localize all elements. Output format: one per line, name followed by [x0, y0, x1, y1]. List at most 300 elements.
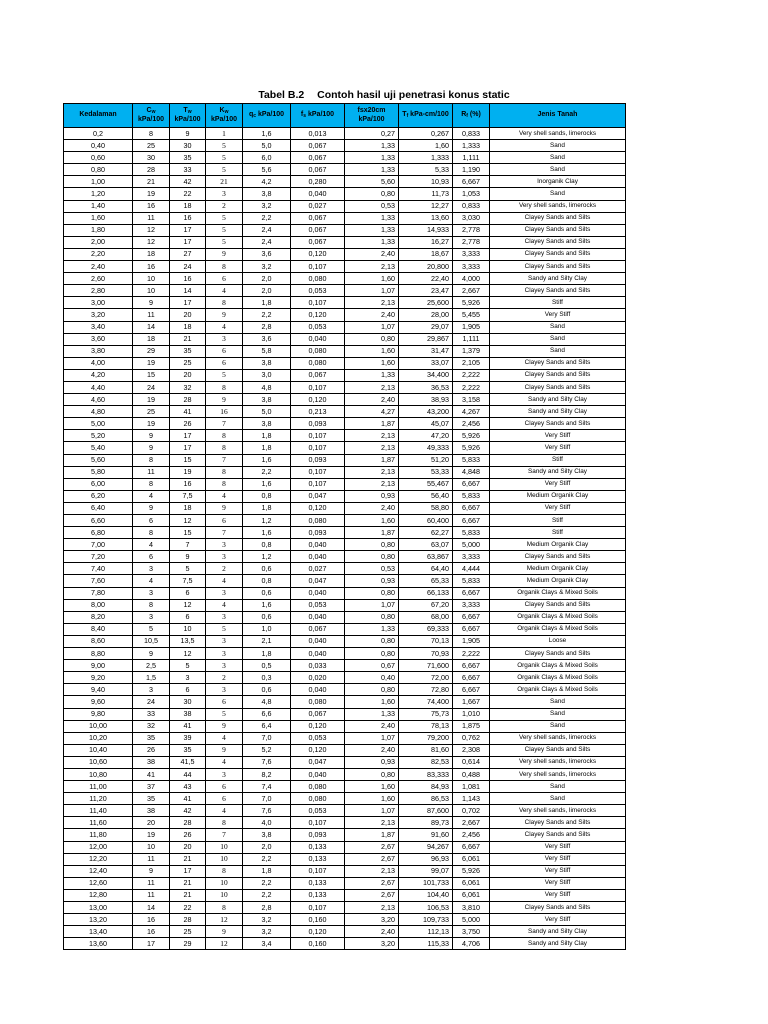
cell-jenis-tanah: Stiff [490, 527, 626, 539]
cell-kedalaman: 1,20 [64, 188, 133, 200]
table-row [64, 152, 626, 164]
cell-cw: 16 [133, 926, 170, 938]
cell-jenis-tanah: Stiff [490, 297, 626, 309]
cell-fs: 0,107 [291, 478, 345, 490]
cell-fsx20cm: 2,40 [345, 502, 399, 514]
cell-kw: 8 [206, 466, 243, 478]
cell-kw: 9 [206, 394, 243, 406]
cell-fs: 0,047 [291, 490, 345, 502]
cell-kedalaman: 12,60 [64, 877, 133, 889]
cell-kw: 8 [206, 902, 243, 914]
cell-kedalaman: 8,00 [64, 599, 133, 611]
cell-jenis-tanah: Stiff [490, 515, 626, 527]
cell-kw: 5 [206, 152, 243, 164]
cell-tw: 25 [170, 357, 206, 369]
cell-rf: 6,667 [453, 478, 490, 490]
cell-qc: 6,4 [243, 720, 291, 732]
cell-rf: 0,488 [453, 768, 490, 780]
cell-rf: 6,667 [453, 587, 490, 599]
cell-fs: 0,047 [291, 756, 345, 768]
cell-jenis-tanah: Sand [490, 345, 626, 357]
table-row [64, 394, 626, 406]
cell-jenis-tanah: Sandy and Silty Clay [490, 938, 626, 950]
cell-fs: 0,067 [291, 212, 345, 224]
cell-fsx20cm: 2,13 [345, 466, 399, 478]
cell-tf: 55,467 [399, 478, 453, 490]
cell-fsx20cm: 1,07 [345, 321, 399, 333]
cell-jenis-tanah: Sandy and Silty Clay [490, 406, 626, 418]
cell-qc: 2,2 [243, 853, 291, 865]
cell-qc: 7,0 [243, 793, 291, 805]
cell-qc: 1,0 [243, 623, 291, 635]
cell-fs: 0,080 [291, 273, 345, 285]
cell-kw: 3 [206, 660, 243, 672]
cell-qc: 4,8 [243, 696, 291, 708]
cell-fs: 0,093 [291, 454, 345, 466]
cell-cw: 38 [133, 756, 170, 768]
cell-tf: 23,47 [399, 285, 453, 297]
cell-qc: 1,8 [243, 648, 291, 660]
cell-kw: 8 [206, 865, 243, 877]
cell-jenis-tanah: Organik Clays & Mixed Soils [490, 672, 626, 684]
cell-jenis-tanah: Sand [490, 720, 626, 732]
table-row [64, 539, 626, 551]
cell-kw: 16 [206, 406, 243, 418]
cell-jenis-tanah: Clayey Sands and Silts [490, 551, 626, 563]
cell-fsx20cm: 2,13 [345, 902, 399, 914]
cell-kw: 8 [206, 817, 243, 829]
cell-fsx20cm: 0,40 [345, 672, 399, 684]
cell-fs: 0,093 [291, 527, 345, 539]
cell-rf: 2,222 [453, 369, 490, 381]
cell-tf: 20,800 [399, 261, 453, 273]
column-header-fsx20cm: fsx20cm kPa/100 [345, 104, 399, 128]
cell-tw: 18 [170, 200, 206, 212]
cell-cw: 33 [133, 708, 170, 720]
cell-tf: 58,80 [399, 502, 453, 514]
cell-fsx20cm: 1,87 [345, 454, 399, 466]
cell-jenis-tanah: Organik Clays & Mixed Soils [490, 611, 626, 623]
cell-tw: 35 [170, 345, 206, 357]
cell-tf: 38,93 [399, 394, 453, 406]
cell-tw: 27 [170, 248, 206, 260]
cell-fs: 0,040 [291, 611, 345, 623]
cell-fsx20cm: 1,60 [345, 781, 399, 793]
cell-kedalaman: 4,00 [64, 357, 133, 369]
cell-kedalaman: 12,80 [64, 889, 133, 901]
cell-cw: 18 [133, 248, 170, 260]
cell-kedalaman: 2,60 [64, 273, 133, 285]
cell-qc: 3,4 [243, 938, 291, 950]
cell-jenis-tanah: Clayey Sands and Silts [490, 744, 626, 756]
cell-kedalaman: 10,40 [64, 744, 133, 756]
cell-kedalaman: 5,20 [64, 430, 133, 442]
cell-kw: 9 [206, 720, 243, 732]
cell-fs: 0,120 [291, 394, 345, 406]
cell-kw: 8 [206, 297, 243, 309]
cell-kw: 10 [206, 877, 243, 889]
cell-tw: 28 [170, 817, 206, 829]
cell-tw: 21 [170, 877, 206, 889]
cell-fsx20cm: 1,33 [345, 164, 399, 176]
cell-fsx20cm: 1,60 [345, 273, 399, 285]
cell-jenis-tanah: Sand [490, 164, 626, 176]
cell-jenis-tanah: Sand [490, 708, 626, 720]
cell-cw: 10 [133, 841, 170, 853]
table-row [64, 793, 626, 805]
cell-cw: 8 [133, 454, 170, 466]
cell-kw: 3 [206, 333, 243, 345]
cell-rf: 5,926 [453, 442, 490, 454]
cell-fs: 0,080 [291, 781, 345, 793]
cell-cw: 4 [133, 575, 170, 587]
cone-penetration-table [63, 103, 626, 950]
cell-tw: 7,5 [170, 575, 206, 587]
cell-kedalaman: 12,20 [64, 853, 133, 865]
cell-rf: 6,667 [453, 502, 490, 514]
cell-cw: 5 [133, 623, 170, 635]
column-header-kedalaman: Kedalaman [64, 104, 133, 128]
cell-tw: 17 [170, 224, 206, 236]
cell-kedalaman: 8,80 [64, 648, 133, 660]
cell-tw: 22 [170, 188, 206, 200]
cell-kw: 3 [206, 539, 243, 551]
cell-fsx20cm: 2,40 [345, 926, 399, 938]
cell-kedalaman: 10,20 [64, 732, 133, 744]
table-row [64, 418, 626, 430]
cell-jenis-tanah: Very Stiff [490, 309, 626, 321]
cell-qc: 1,6 [243, 478, 291, 490]
cell-kw: 3 [206, 684, 243, 696]
cell-tf: 101,733 [399, 877, 453, 889]
cell-fs: 0,133 [291, 877, 345, 889]
cell-kw: 6 [206, 345, 243, 357]
cell-jenis-tanah: Sand [490, 140, 626, 152]
cell-fs: 0,067 [291, 140, 345, 152]
cell-jenis-tanah: Clayey Sands and Silts [490, 599, 626, 611]
cell-tf: 82,53 [399, 756, 453, 768]
cell-jenis-tanah: Sandy and Silty Clay [490, 273, 626, 285]
cell-fsx20cm: 1,33 [345, 152, 399, 164]
cell-tw: 26 [170, 418, 206, 430]
cell-kedalaman: 9,00 [64, 660, 133, 672]
cell-cw: 10 [133, 285, 170, 297]
cell-kw: 8 [206, 478, 243, 490]
cell-tf: 31,47 [399, 345, 453, 357]
cell-qc: 0,8 [243, 539, 291, 551]
cell-tw: 12 [170, 648, 206, 660]
cell-rf: 6,667 [453, 611, 490, 623]
cell-fsx20cm: 0,53 [345, 200, 399, 212]
cell-cw: 19 [133, 357, 170, 369]
cell-kw: 8 [206, 381, 243, 393]
cell-tf: 47,20 [399, 430, 453, 442]
cell-fsx20cm: 0,80 [345, 611, 399, 623]
cell-kedalaman: 6,00 [64, 478, 133, 490]
cell-kedalaman: 9,40 [64, 684, 133, 696]
table-row [64, 309, 626, 321]
cell-cw: 35 [133, 732, 170, 744]
table-row [64, 768, 626, 780]
cell-cw: 4 [133, 539, 170, 551]
cell-fs: 0,040 [291, 684, 345, 696]
cell-kw: 6 [206, 696, 243, 708]
cell-rf: 1,143 [453, 793, 490, 805]
cell-cw: 18 [133, 333, 170, 345]
cell-jenis-tanah: Very Stiff [490, 430, 626, 442]
cell-tw: 14 [170, 285, 206, 297]
cell-tw: 9 [170, 128, 206, 140]
table-row [64, 273, 626, 285]
cell-jenis-tanah: Sand [490, 188, 626, 200]
cell-tf: 29,07 [399, 321, 453, 333]
cell-qc: 0,5 [243, 660, 291, 672]
cell-kedalaman: 9,20 [64, 672, 133, 684]
cell-tw: 15 [170, 527, 206, 539]
cell-fsx20cm: 2,67 [345, 841, 399, 853]
cell-kw: 8 [206, 430, 243, 442]
cell-rf: 3,333 [453, 248, 490, 260]
cell-qc: 1,8 [243, 502, 291, 514]
table-row [64, 212, 626, 224]
cell-rf: 6,667 [453, 660, 490, 672]
cell-rf: 5,000 [453, 914, 490, 926]
cell-qc: 2,1 [243, 635, 291, 647]
cell-fsx20cm: 1,33 [345, 623, 399, 635]
cell-cw: 24 [133, 381, 170, 393]
table-row [64, 672, 626, 684]
cell-jenis-tanah: Very Stiff [490, 478, 626, 490]
cell-rf: 3,750 [453, 926, 490, 938]
cell-tw: 17 [170, 236, 206, 248]
cell-qc: 2,0 [243, 273, 291, 285]
cell-rf: 0,833 [453, 200, 490, 212]
cell-cw: 12 [133, 236, 170, 248]
cell-tw: 5 [170, 660, 206, 672]
table-title-label: Tabel B.2 [258, 89, 305, 101]
cell-rf: 5,455 [453, 309, 490, 321]
cell-fs: 0,080 [291, 515, 345, 527]
cell-tf: 86,53 [399, 793, 453, 805]
cell-cw: 9 [133, 648, 170, 660]
cell-fs: 0,053 [291, 599, 345, 611]
cell-kw: 5 [206, 369, 243, 381]
table-row [64, 744, 626, 756]
cell-tw: 41 [170, 720, 206, 732]
table-row [64, 515, 626, 527]
cell-fs: 0,107 [291, 442, 345, 454]
cell-qc: 5,0 [243, 406, 291, 418]
cell-tw: 9 [170, 551, 206, 563]
table-row [64, 502, 626, 514]
cell-rf: 1,333 [453, 140, 490, 152]
cell-fs: 0,020 [291, 672, 345, 684]
cell-kedalaman: 5,60 [64, 454, 133, 466]
table-row [64, 938, 626, 950]
cell-tw: 13,5 [170, 635, 206, 647]
cell-tf: 16,27 [399, 236, 453, 248]
cell-qc: 2,2 [243, 309, 291, 321]
cell-rf: 6,667 [453, 176, 490, 188]
table-row [64, 563, 626, 575]
cell-jenis-tanah: Very Stiff [490, 877, 626, 889]
cell-fsx20cm: 1,33 [345, 224, 399, 236]
cell-kw: 7 [206, 418, 243, 430]
cell-tw: 26 [170, 829, 206, 841]
cell-fs: 0,027 [291, 563, 345, 575]
table-row [64, 660, 626, 672]
cell-kw: 4 [206, 599, 243, 611]
cell-qc: 3,8 [243, 394, 291, 406]
cell-rf: 3,333 [453, 261, 490, 273]
table-row [64, 321, 626, 333]
column-header-kw: $K_w$ kPa/100 [206, 104, 243, 128]
cell-rf: 4,000 [453, 273, 490, 285]
cell-cw: 21 [133, 176, 170, 188]
cell-jenis-tanah: Very Stiff [490, 914, 626, 926]
cell-cw: 19 [133, 829, 170, 841]
cell-kedalaman: 7,40 [64, 563, 133, 575]
cell-kw: 12 [206, 914, 243, 926]
cell-rf: 0,614 [453, 756, 490, 768]
cell-rf: 1,905 [453, 321, 490, 333]
cell-kw: 6 [206, 781, 243, 793]
cell-fs: 0,027 [291, 200, 345, 212]
cell-cw: 16 [133, 200, 170, 212]
cell-fsx20cm: 0,80 [345, 539, 399, 551]
table-row [64, 575, 626, 587]
cell-cw: 26 [133, 744, 170, 756]
cell-fsx20cm: 0,93 [345, 490, 399, 502]
cell-kedalaman: 9,80 [64, 708, 133, 720]
cell-kw: 4 [206, 321, 243, 333]
cell-fsx20cm: 0,53 [345, 563, 399, 575]
table-row [64, 781, 626, 793]
cell-rf: 2,222 [453, 381, 490, 393]
cell-fsx20cm: 3,20 [345, 938, 399, 950]
column-header-qc: $q_c$ kPa/100 [243, 104, 291, 128]
cell-kedalaman: 6,60 [64, 515, 133, 527]
cell-rf: 6,061 [453, 889, 490, 901]
cell-tf: 18,67 [399, 248, 453, 260]
cell-kedalaman: 13,00 [64, 902, 133, 914]
cell-kw: 5 [206, 140, 243, 152]
cell-rf: 5,833 [453, 490, 490, 502]
cell-kw: 10 [206, 889, 243, 901]
cell-jenis-tanah: Sandy and Silty Clay [490, 394, 626, 406]
cell-fs: 0,080 [291, 793, 345, 805]
cell-tw: 30 [170, 696, 206, 708]
cell-cw: 10,5 [133, 635, 170, 647]
cell-cw: 11 [133, 212, 170, 224]
cell-kedalaman: 3,00 [64, 297, 133, 309]
cell-kedalaman: 8,60 [64, 635, 133, 647]
table-title [0, 89, 768, 101]
cell-jenis-tanah: Organik Clays & Mixed Soils [490, 684, 626, 696]
cell-qc: 2,8 [243, 321, 291, 333]
cell-rf: 5,926 [453, 865, 490, 877]
cell-fs: 0,047 [291, 575, 345, 587]
cell-tw: 29 [170, 938, 206, 950]
cell-jenis-tanah: Clayey Sands and Silts [490, 648, 626, 660]
cell-jenis-tanah: Clayey Sands and Silts [490, 248, 626, 260]
table-header-row [64, 104, 626, 128]
cell-rf: 0,702 [453, 805, 490, 817]
cell-fs: 0,053 [291, 285, 345, 297]
cell-kw: 12 [206, 938, 243, 950]
table-row [64, 696, 626, 708]
cell-fs: 0,133 [291, 853, 345, 865]
table-row [64, 914, 626, 926]
cell-fsx20cm: 1,60 [345, 793, 399, 805]
cell-tf: 70,13 [399, 635, 453, 647]
cell-cw: 10 [133, 273, 170, 285]
cell-fs: 0,093 [291, 829, 345, 841]
table-row [64, 200, 626, 212]
table-body [64, 128, 626, 950]
cell-tw: 42 [170, 176, 206, 188]
table-row [64, 829, 626, 841]
cell-kw: 6 [206, 357, 243, 369]
cell-cw: 9 [133, 297, 170, 309]
cell-cw: 37 [133, 781, 170, 793]
cell-tf: 63,867 [399, 551, 453, 563]
cell-kedalaman: 8,40 [64, 623, 133, 635]
cell-tf: 72,80 [399, 684, 453, 696]
cell-jenis-tanah: Sand [490, 781, 626, 793]
cell-rf: 5,833 [453, 527, 490, 539]
cell-qc: 2,2 [243, 889, 291, 901]
cell-fsx20cm: 1,33 [345, 212, 399, 224]
table-row [64, 756, 626, 768]
cell-tf: 29,867 [399, 333, 453, 345]
cell-qc: 0,8 [243, 490, 291, 502]
cell-fs: 0,120 [291, 720, 345, 732]
cell-tw: 5 [170, 563, 206, 575]
cell-kedalaman: 13,20 [64, 914, 133, 926]
cell-rf: 3,810 [453, 902, 490, 914]
table-row [64, 478, 626, 490]
cell-tf: 25,600 [399, 297, 453, 309]
cell-tf: 36,53 [399, 381, 453, 393]
cell-jenis-tanah: Very shell sands, limerocks [490, 200, 626, 212]
cell-fsx20cm: 2,40 [345, 394, 399, 406]
cell-tw: 17 [170, 442, 206, 454]
cell-fs: 0,067 [291, 224, 345, 236]
cell-rf: 6,667 [453, 684, 490, 696]
cell-fs: 0,040 [291, 539, 345, 551]
cell-rf: 2,456 [453, 829, 490, 841]
cell-tf: 87,600 [399, 805, 453, 817]
cell-tf: 91,60 [399, 829, 453, 841]
cell-jenis-tanah: Loose [490, 635, 626, 647]
cell-rf: 6,061 [453, 877, 490, 889]
cell-tw: 18 [170, 321, 206, 333]
cell-fs: 0,053 [291, 321, 345, 333]
table-row [64, 708, 626, 720]
cell-fsx20cm: 2,67 [345, 853, 399, 865]
cell-tw: 28 [170, 394, 206, 406]
cell-fsx20cm: 2,67 [345, 889, 399, 901]
cell-kedalaman: 11,00 [64, 781, 133, 793]
cell-kedalaman: 1,60 [64, 212, 133, 224]
cell-rf: 2,778 [453, 224, 490, 236]
cell-rf: 5,000 [453, 539, 490, 551]
cell-tw: 44 [170, 768, 206, 780]
cell-kw: 5 [206, 164, 243, 176]
cell-qc: 3,2 [243, 200, 291, 212]
table-row [64, 720, 626, 732]
